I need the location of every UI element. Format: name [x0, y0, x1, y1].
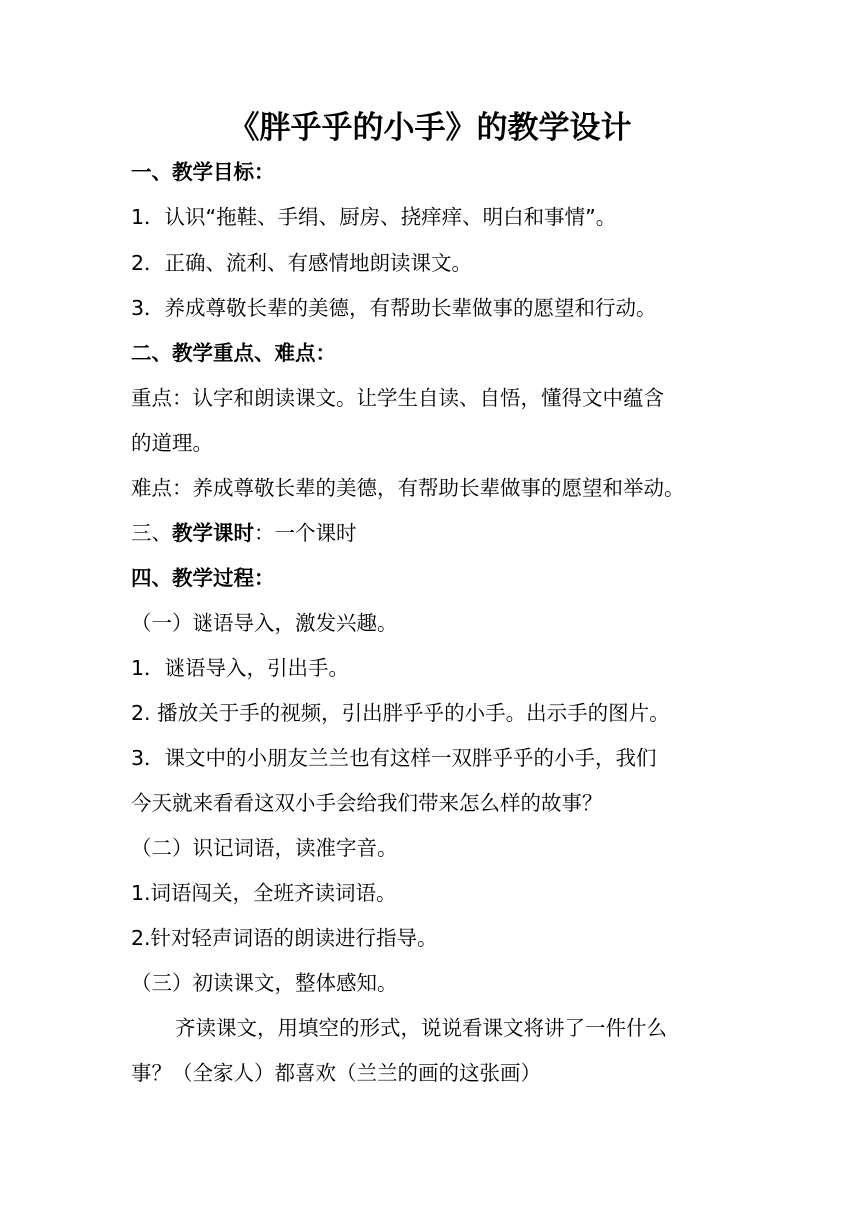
goal-item-1: 1．认识“拖鞋、手绢、厨房、挠痒痒、明白和事情”。 — [131, 205, 617, 229]
part3-heading: （三）初读课文，整体感知。 — [131, 971, 398, 995]
period-label: 教学课时 — [172, 521, 254, 545]
part2-heading: （二）识记词语，读准字音。 — [131, 836, 398, 860]
section-heading-keypoints: 二、教学重点、难点： — [131, 341, 336, 365]
part1-item-3-line-2: 今天就来看看这双小手会给我们带来怎么样的故事？ — [131, 791, 603, 815]
part3-paragraph-line-1: 齐读课文，用填空的形式，说说看课文将讲了一件什么 — [175, 1016, 667, 1040]
difficulty-text: 难点：养成尊敬长辈的美德，有帮助长辈做事的愿望和举动。 — [131, 476, 685, 500]
part3-paragraph-line-2: 事？（全家人）都喜欢（兰兰的画的这张画） — [131, 1061, 541, 1085]
keypoint-text-line-1: 重点：认字和朗读课文。让学生自读、自悟，懂得文中蕴含 — [131, 386, 664, 410]
part1-heading: （一）谜语导入，激发兴趣。 — [131, 611, 398, 635]
part2-item-2: 2.针对轻声词语的朗读进行指导。 — [131, 926, 438, 950]
period-value: ：一个课时 — [254, 521, 357, 545]
part1-item-1: 1．谜语导入，引出手。 — [131, 656, 350, 680]
part2-item-1: 1.词语闯关，全班齐读词语。 — [131, 881, 397, 905]
period-prefix: 三、 — [131, 521, 172, 545]
keypoint-text-line-2: 的道理。 — [131, 431, 213, 455]
document-title: 《胖乎乎的小手》的教学设计 — [228, 110, 632, 146]
goal-item-2: 2．正确、流利、有感情地朗读课文。 — [131, 251, 473, 275]
part1-item-2: 2. 播放关于手的视频，引出胖乎乎的小手。出示手的图片。 — [131, 701, 670, 725]
section-class-period — [131, 518, 731, 548]
part1-item-3-line-1: 3．课文中的小朋友兰兰也有这样一双胖乎乎的小手，我们 — [131, 746, 657, 770]
goal-item-3: 3．养成尊敬长辈的美德，有帮助长辈做事的愿望和行动。 — [131, 296, 657, 320]
section-heading-process: 四、教学过程： — [131, 566, 275, 590]
section-heading-goals: 一、教学目标： — [131, 160, 275, 184]
